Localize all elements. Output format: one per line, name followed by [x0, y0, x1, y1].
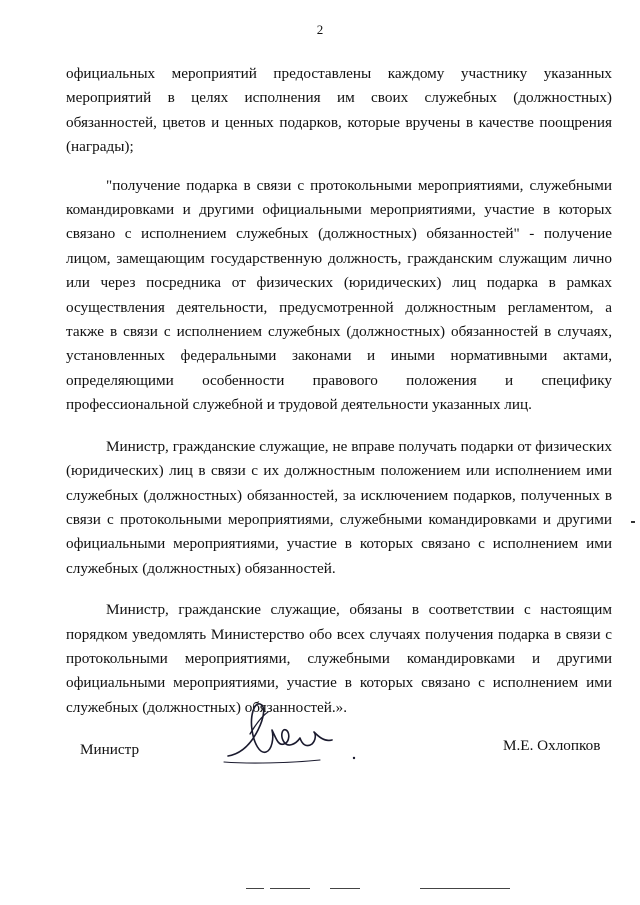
paragraph-continuation: официальных мероприятий предоставлены каждому участнику указанных мероприятий в целях исполнения им своих служебных (должностных) обязанностей, цветов и ценных подарков, которые вручены в качестве поощрения (награды);	[66, 65, 612, 156]
footer-mark	[246, 888, 264, 889]
footer-mark	[330, 888, 360, 889]
signatory-title: Министр	[80, 741, 140, 758]
footer-mark	[270, 888, 310, 889]
margin-mark	[631, 521, 635, 523]
paragraph-definition: "получение подарка в связи с протокольными мероприятиями, служебными командировками и другими официальными мероприятиями, участие в которых связано с исполнением служебных (должностных) обязанностей" - получение лицом, замещающим государственную должность, гражданским служащим лично или через посредника от физических (юридических) лиц подарка в рамках осуществления деятельности, предусмотренной должностным регламентом, а также в связи с исполнением служебных (должностных) обязанностей в случаях, установленных федеральными законами и иными нормативными актами, определяющими особенности правового положения и специфику профессиональной служебной и трудовой деятельности указанных лиц.	[66, 176, 612, 414]
signatory-name: М.Е. Охлопков	[503, 737, 601, 754]
page-number: 2	[316, 22, 324, 37]
paragraph-prohibition: Министр, гражданские служащие, не вправе получать подарки от физических (юридических) лиц в связи с их должностным положением или исполнением ими служебных (должностных) обязанностей, за исключением подарков, полученных в связи с протокольными мероприятиями, служебными командировками и другими официальными мероприятиями, участие в которых связано с исполнением ими служебных (должностных) обязанностей.	[66, 437, 612, 577]
paragraph-notification: Министр, гражданские служащие, обязаны в соответствии с настоящим порядком уведомлять Министерство обо всех случаях получения подарка в связи с протокольными мероприятиями, служебными командировками и другими официальными мероприятиями, участие в которых связано с исполнением ими служебных (должностных) обязанностей.».	[66, 601, 612, 716]
handwritten-signature	[220, 694, 370, 774]
footer-mark	[420, 888, 510, 889]
document-body	[66, 62, 612, 720]
